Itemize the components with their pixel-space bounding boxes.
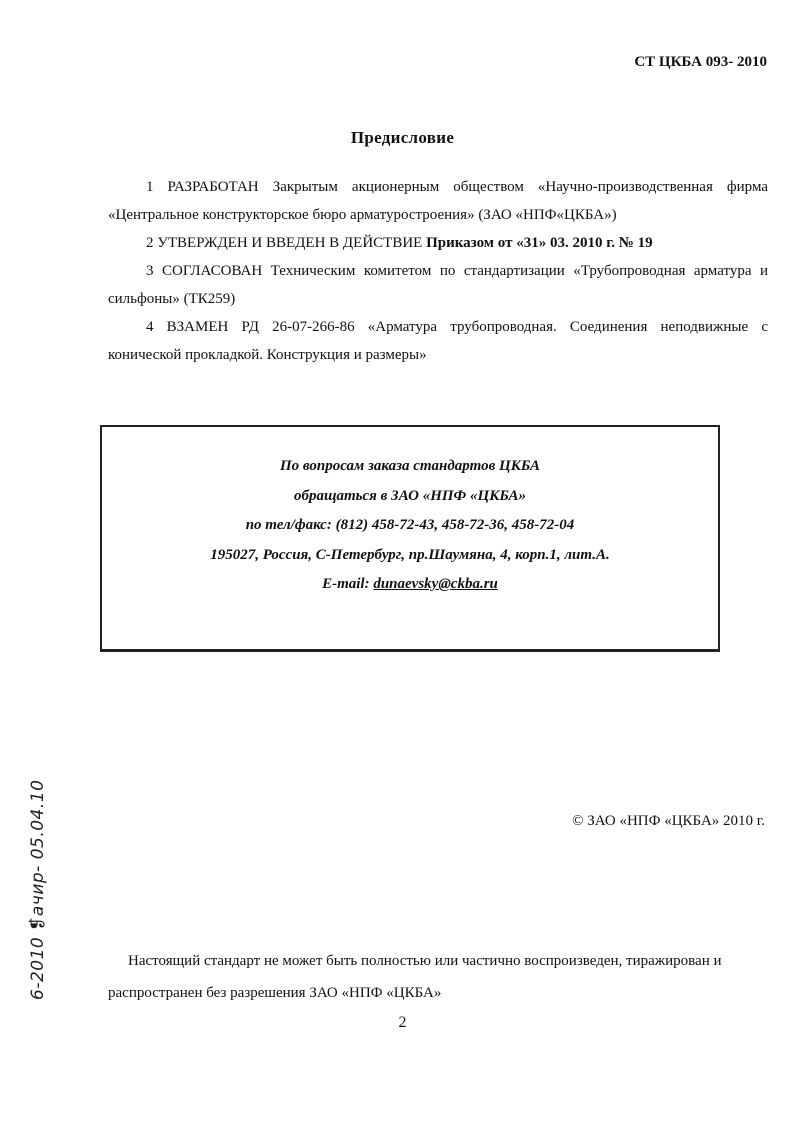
- contact-phone: по тел/факс: (812) 458-72-43, 458-72-36, 458-72-04: [245, 517, 575, 533]
- paragraph-1-text: 1 РАЗРАБОТАН Закрытым акционерным обществом «Научно-производственная фирма «Центральное конструкторское бюро арматуростроения» (ЗАО «НПФ«ЦКБА»): [108, 179, 768, 223]
- document-code: СТ ЦКБА 093- 2010: [634, 54, 767, 70]
- paragraph-2: [108, 229, 768, 257]
- email-link[interactable]: dunaevsky@ckba.ru: [373, 576, 498, 592]
- page-number: 2: [398, 1014, 407, 1031]
- contact-address: 195027, Россия, С-Петербург, пр.Шаумяна, 4, корп.1, лит.А.: [210, 546, 610, 563]
- contact-email-row: [102, 570, 718, 600]
- copyright: © ЗАО «НПФ «ЦКБА» 2010 г.: [572, 813, 765, 829]
- notice-text: Настоящий стандарт не может быть полностью или частично воспроизведен, тиражирован и распространен без разрешения ЗАО «НПФ «ЦКБА»: [108, 953, 722, 1001]
- paragraph-3: [108, 257, 768, 313]
- paragraph-4-text: 4 ВЗАМЕН РД 26-07-266-86 «Арматура трубопроводная. Соединения неподвижные с конической прокладкой. Конструкция и размеры»: [108, 319, 768, 363]
- contact-line-1: По вопросам заказа стандартов ЦКБА: [279, 458, 541, 474]
- copyright-notice: [108, 945, 768, 1009]
- paragraph-1: [108, 173, 768, 229]
- paragraph-2-order: Приказом от «31» 03. 2010 г. № 19: [426, 235, 653, 251]
- page-title: Предисловие: [350, 128, 455, 147]
- paragraph-2-label: 2 УТВЕРЖДЕН И ВВЕДЕН В ДЕЙСТВИЕ: [146, 235, 423, 251]
- paragraph-3-text: 3 СОГЛАСОВАН Техническим комитетом по стандартизации «Трубопроводная арматура и сильфоны» (ТК259): [108, 263, 768, 307]
- paragraph-4: [108, 313, 768, 369]
- email-label: E-mail:: [322, 576, 370, 592]
- contact-line-2: обращаться в ЗАО «НПФ «ЦКБА»: [293, 487, 527, 504]
- contact-box: [100, 425, 720, 652]
- handwritten-registration-stamp: 6-2010 ❡ачир- 05.04.10: [28, 779, 48, 1000]
